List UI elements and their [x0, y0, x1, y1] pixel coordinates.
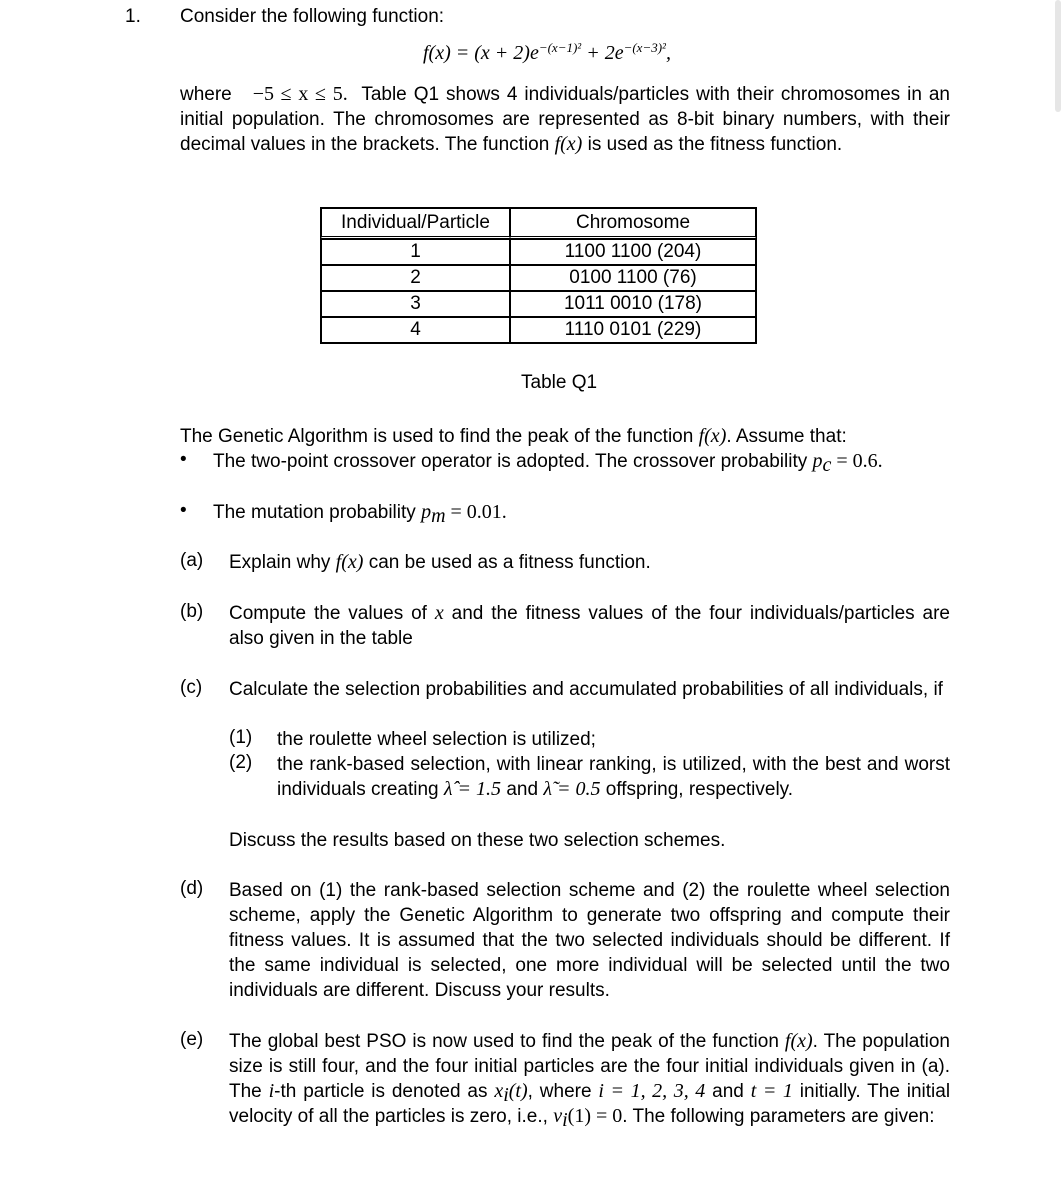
bullet-2: [213, 500, 950, 525]
table-cell: 4: [321, 317, 510, 343]
table-cell: 1011 0010 (178): [510, 291, 756, 317]
part-e-teq: t = 1: [750, 1080, 793, 1102]
part-e-xi-arg: (t): [508, 1080, 528, 1102]
part-e-ieq: i = 1, 2, 3, 4: [598, 1080, 706, 1102]
ga-intro-end: . Assume that:: [726, 426, 847, 447]
table-row: [321, 291, 756, 317]
part-b: [229, 601, 950, 651]
desc-range: −5 ≤ x ≤ 5.: [252, 83, 348, 105]
ga-intro-text: The Genetic Algorithm is used to find the peak of the function: [180, 426, 694, 447]
part-d-label: (d): [180, 878, 204, 899]
desc-rest1: Table Q1 shows 4 individuals/particles with their chromosomes in an initial population. The chromosomes are represented as 8-bit binary numbers, with their decimal values in the brackets. The function: [180, 84, 951, 155]
table-cell: 1110 0101 (229): [510, 317, 756, 343]
bullet-2-math: p: [421, 501, 432, 523]
part-b-x: x: [434, 602, 444, 624]
desc-rest2: is used as the fitness function.: [587, 134, 843, 155]
part-c-sub1-label: (1): [229, 727, 253, 748]
part-c-discuss: Discuss the results based on these two selection schemes.: [229, 830, 726, 851]
bullet-1-text: The two-point crossover operator is adopted. The crossover probability: [213, 451, 808, 472]
fitness-formula: [423, 38, 671, 68]
part-a: [229, 550, 950, 575]
part-e-vi-sub: i: [562, 1109, 568, 1131]
part-c-text: Calculate the selection probabilities and accumulated probabilities of all individuals, if: [229, 679, 943, 700]
ga-intro: [180, 424, 950, 449]
part-b-label: (b): [180, 601, 204, 622]
part-b-t1: Compute the values of: [229, 603, 427, 624]
question-number: 1.: [125, 6, 141, 27]
part-c-label: (c): [180, 677, 203, 698]
part-c-and: and: [506, 779, 539, 800]
bullet-2-text: The mutation probability: [213, 502, 416, 523]
part-c-sub2: [277, 752, 950, 802]
bullet-1-val: = 0.6.: [831, 450, 883, 472]
part-e-t4: , where: [527, 1081, 592, 1102]
bullet-1-sub: c: [822, 454, 832, 476]
part-a-t2: can be used as a fitness function.: [368, 552, 651, 573]
part-d-text: Based on (1) the rank-based selection scheme and (2) the roulette wheel selection scheme, apply the Genetic Algorithm to generate two offspring and compute their fitness values. It is assumed that the two selected individuals should be different. If the same individual is selected, one more individual will be selected until the two individuals are different. Discuss your results.: [229, 880, 950, 1001]
part-a-t1: Explain why: [229, 552, 331, 573]
table-cell: 1: [321, 239, 510, 265]
part-e: [229, 1029, 950, 1129]
table-header-individual: Individual/Particle: [321, 208, 510, 239]
bullet-1-math: p: [812, 450, 823, 472]
table-cell: 3: [321, 291, 510, 317]
bullet-2-symbol: •: [180, 500, 187, 521]
part-e-xi: x: [494, 1080, 504, 1102]
table-caption: Table Q1: [521, 372, 598, 393]
table-row: [321, 265, 756, 291]
question-intro: Consider the following function:: [180, 6, 445, 27]
bullet-2-sub: m: [431, 505, 446, 527]
bullet-1-symbol: •: [180, 449, 187, 470]
ga-intro-fx: f(x): [698, 425, 727, 447]
part-c-sub2-label: (2): [229, 752, 253, 773]
table-row: [321, 317, 756, 343]
formula-lhs: f(x) = (x + 2)e: [423, 42, 539, 64]
part-e-t5: and: [712, 1081, 744, 1102]
table-cell: 1100 1100 (204): [510, 239, 756, 265]
part-c-lambda-tilde: λ̃ = 0.5: [543, 778, 601, 800]
problem-description: [180, 82, 950, 157]
part-e-ith: i: [268, 1080, 275, 1102]
bullet-1: [213, 449, 950, 474]
desc-fx: f(x): [554, 133, 583, 155]
table-cell: 0100 1100 (76): [510, 265, 756, 291]
formula-exp1: −(x−1)²: [538, 40, 582, 55]
formula-exp2: −(x−3)²: [623, 40, 666, 55]
desc-where: where: [180, 84, 232, 105]
table-cell: 2: [321, 265, 510, 291]
bullet-2-val: = 0.01.: [445, 501, 507, 523]
part-c-sub1-text: the roulette wheel selection is utilized;: [277, 729, 596, 750]
part-e-vi: v: [553, 1105, 563, 1127]
part-e-vi-arg: (1) = 0: [567, 1105, 623, 1127]
part-a-label: (a): [180, 550, 204, 571]
part-e-t7: . The following parameters are given:: [622, 1106, 935, 1127]
table-header-chromosome: Chromosome: [510, 208, 756, 239]
part-e-t6: initially. The initial velocity of all the particles is zero, i.e.,: [229, 1081, 951, 1127]
formula-mid: + 2e: [581, 42, 624, 64]
part-e-t3: -th particle is denoted as: [274, 1081, 488, 1102]
part-c-lambda-hat: λ̂ = 1.5: [443, 778, 502, 800]
part-e-t1: The global best PSO is now used to find the peak of the function: [229, 1031, 779, 1052]
part-c-sub2-text1: the rank-based selection, with linear ranking, is utilized, with the best and worst individuals creating: [277, 754, 950, 800]
part-a-fx: f(x): [335, 551, 364, 573]
part-e-label: (e): [180, 1029, 204, 1050]
part-e-xi-sub: i: [503, 1084, 509, 1106]
part-e-fx: f(x): [784, 1030, 813, 1052]
part-c-sub2-text2: offspring, respectively.: [605, 779, 794, 800]
table-q1: [320, 207, 757, 344]
formula-tail: ,: [665, 42, 671, 64]
scrollbar[interactable]: [1055, 0, 1061, 112]
part-e-t2: . The population size is still four, and the four initial particles are the four initial individuals given in (a). The: [229, 1031, 950, 1102]
part-b-t2: and the fitness values of the four individuals/particles are also given in the table: [229, 603, 950, 649]
table-row: [321, 239, 756, 265]
